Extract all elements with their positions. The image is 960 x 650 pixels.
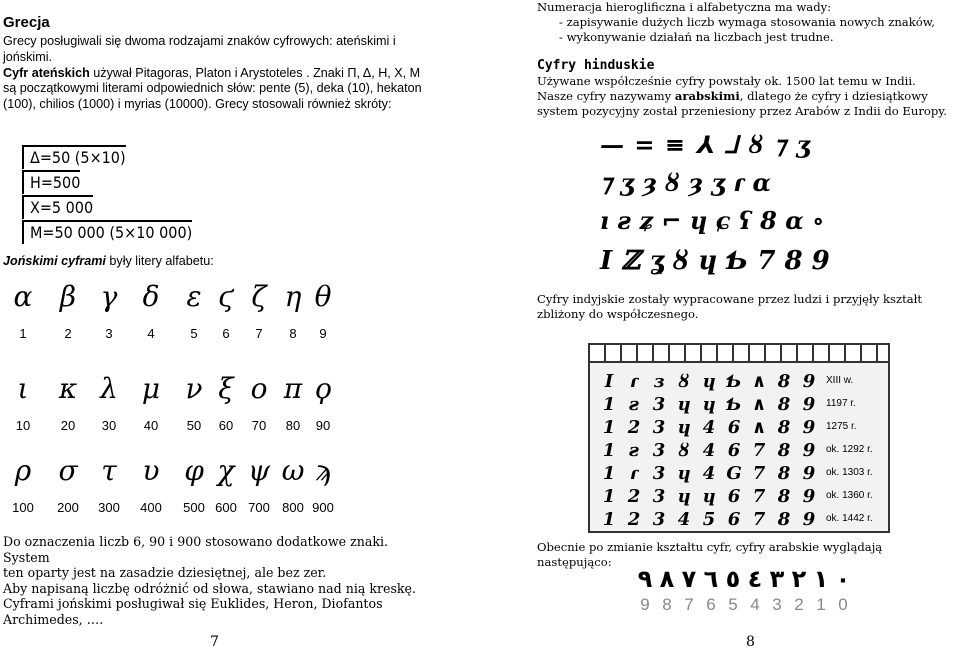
historic-digit: ∧ — [751, 417, 767, 438]
historic-digit: ɥ — [702, 394, 716, 415]
ionic-letter: α — [13, 280, 33, 313]
ionic-letter: ξ — [218, 372, 234, 405]
historic-digit: 6 — [727, 486, 741, 507]
historic-digit: 7 — [752, 486, 766, 507]
ionic-letter: ε — [186, 280, 202, 313]
ionic-letter: δ — [142, 280, 160, 313]
historic-digit: 1 — [602, 486, 616, 507]
attic-text: używał Pitagoras, Platon i Arystoteles . Znaki Π, Δ, H, X, M są początkowymi literami odpowiednich słów: pente (5), deka (10), hekaton (100), chilios (1000) i myrias (10000). Grecy stosowali również skróty: — [3, 65, 422, 112]
historic-digit: 4 — [702, 417, 716, 438]
arabic-digits-row — [635, 565, 875, 593]
ionic-value: 700 — [248, 500, 270, 515]
historic-digit: 8 — [777, 486, 791, 507]
historic-date: XIII w. — [826, 375, 854, 386]
western-digit: 5 — [728, 595, 738, 614]
attic-label: Cyfr ateńskich — [3, 65, 90, 80]
historic-digit: 9 — [802, 509, 816, 530]
ionic-value: 900 — [312, 500, 334, 515]
indian-numeral-row: — = ≡ ⅄ ᒧ ȣ ⁊ ʒ — [600, 130, 811, 159]
ionic-letter: φ — [184, 454, 204, 487]
ionic-letter: ψ — [248, 454, 270, 487]
historic-digit: 7 — [752, 509, 766, 530]
historic-digit: I — [604, 371, 614, 392]
historic-digit: ɥ — [702, 486, 716, 507]
ionic-letter: β — [59, 280, 77, 313]
western-digits-row — [635, 595, 875, 619]
arabic-digit: ٨ — [659, 565, 675, 593]
ionic-value: 5 — [190, 326, 198, 341]
modern-text: Obecnie po zmianie kształtu cyfr, cyfry arabskie wyglądają następująco: — [537, 540, 883, 569]
ionic-value: 9 — [319, 326, 327, 341]
ionic-value: 600 — [215, 500, 237, 515]
abbreviation-item: M=50 000 (5×10 000) — [22, 220, 192, 244]
ionic-value: 800 — [282, 500, 304, 515]
western-digit: 6 — [706, 595, 716, 614]
table-header-bar — [590, 345, 888, 363]
arabic-digit: ٥ — [725, 565, 741, 593]
historic-digit: 3 — [652, 440, 666, 461]
ionic-letter: ω — [281, 454, 305, 487]
historic-date: 1275 r. — [826, 421, 857, 432]
ionic-letter: π — [283, 372, 303, 405]
ionic-letter: ν — [185, 372, 203, 405]
indian-numerals-image — [590, 130, 890, 280]
historic-digit: 4 — [677, 509, 691, 530]
historic-date: ok. 1303 r. — [826, 467, 873, 478]
arabic-digit: ٤ — [747, 565, 763, 593]
historic-digit: 2 — [627, 486, 641, 507]
hindu-paragraph: Używane współcześnie cyfry powstały ok. 1500 lat temu w Indii. Nasze cyfry nazywamy arabskimi, dlatego że cyfry i dziesiątkowy system pozycyjny został przeniesiony przez Arabów z Indii do Europy. — [537, 74, 947, 118]
heading-hindu: Cyfry hinduskie — [537, 58, 655, 73]
arabic-digit: ٠ — [835, 565, 851, 593]
ionic-value: 8 — [289, 326, 297, 341]
historic-digit: 8 — [777, 463, 791, 484]
ionic-letter: υ — [142, 454, 160, 487]
ionic-value: 200 — [57, 500, 79, 515]
left-footer-text: Do oznaczenia liczb 6, 90 i 900 stosowano dodatkowe znaki. System ten oparty jest na zasadzie dziesiętnej, ale bez zer. Aby napisaną liczbę odróżnić od słowa, stawiano nad nią kreskę. Cyframi jońskimi posługiwał się Euklides, Heron, Diofantos Archimedes, …. — [3, 534, 417, 627]
ionic-letter: μ — [141, 372, 161, 405]
ionic-numeral-table — [0, 280, 340, 515]
ionic-text: były litery alfabetu: — [105, 254, 214, 268]
historic-digit: G — [726, 463, 742, 484]
arabic-digit: ٣ — [769, 565, 785, 593]
historic-digit: 9 — [802, 486, 816, 507]
historic-digit: 1 — [602, 417, 616, 438]
western-digit: 9 — [640, 595, 650, 614]
historic-digit: ȣ — [678, 371, 690, 392]
heading-grecja: Grecja — [3, 14, 50, 31]
historic-digit: ɥ — [677, 486, 691, 507]
indian-numeral-row: ⁊ ʒ ȝ ȣ ȝ ʒ ɾ ɑ — [600, 168, 771, 197]
ionic-value: 90 — [315, 418, 331, 433]
historic-digit: 3 — [652, 394, 666, 415]
historic-digit: 9 — [802, 440, 816, 461]
ionic-value: 400 — [140, 500, 162, 515]
historic-date: 1197 r. — [826, 398, 856, 409]
western-digit: 8 — [662, 595, 672, 614]
ionic-letter: ϛ — [218, 280, 234, 313]
ionic-letter: ρ — [14, 454, 32, 487]
ionic-letter: τ — [101, 454, 117, 487]
ionic-value: 300 — [98, 500, 120, 515]
historic-digit: 3 — [652, 417, 666, 438]
historic-digit: ȣ — [678, 440, 690, 461]
historic-digit: 8 — [777, 371, 791, 392]
historic-digit: 8 — [777, 440, 791, 461]
arabic-digit: ٧ — [681, 565, 697, 593]
historic-digit: 3 — [652, 463, 666, 484]
ionic-letter: σ — [58, 454, 78, 487]
western-digit: 4 — [750, 595, 760, 614]
historic-date: ok. 1292 r. — [826, 444, 873, 455]
ionic-value: 4 — [147, 326, 155, 341]
historic-digit: Ƅ — [726, 371, 742, 392]
historic-digit: 2 — [627, 417, 641, 438]
intro-text: Grecy posługiwali się dwoma rodzajami znaków cyfrowych: ateńskimi i jońskimi. — [3, 34, 396, 64]
historic-digit: Ƅ — [726, 394, 742, 415]
ionic-value: 60 — [218, 418, 234, 433]
ionic-letter: λ — [100, 372, 118, 405]
arabic-digit: ٢ — [791, 565, 807, 593]
historic-digit: 9 — [802, 371, 816, 392]
western-digit: 7 — [684, 595, 694, 614]
ionic-value: 70 — [251, 418, 267, 433]
historic-digit: 6 — [727, 509, 741, 530]
ionic-value: 1 — [19, 326, 27, 341]
historic-digit: 3 — [652, 486, 666, 507]
ionic-label: Jońskimi cyframi — [3, 254, 106, 268]
historic-digit: ɜ — [653, 371, 665, 392]
historic-digit: 7 — [752, 463, 766, 484]
arabic-digit: ٩ — [637, 565, 653, 593]
page-number: 7 — [210, 634, 219, 650]
historic-digit: ∧ — [751, 371, 767, 392]
historic-digit: ɥ — [702, 371, 716, 392]
ionic-letter: χ — [217, 454, 235, 487]
western-digit: 3 — [772, 595, 782, 614]
historic-digit: 8 — [777, 509, 791, 530]
ionic-letter: ι — [17, 372, 29, 405]
arabic-digit: ٦ — [703, 565, 719, 593]
abbreviation-item: H=500 — [22, 170, 80, 194]
historic-digit: 1 — [602, 463, 616, 484]
historic-digit: 1 — [602, 440, 616, 461]
historic-digit: 1 — [602, 509, 616, 530]
ionic-value: 500 — [183, 500, 205, 515]
historic-digit: ɥ — [677, 394, 691, 415]
historic-digits-table — [588, 343, 890, 533]
historic-digit: 2 — [627, 509, 641, 530]
abbreviation-list — [22, 145, 222, 244]
western-digit: 0 — [838, 595, 848, 614]
ionic-intro — [3, 254, 214, 268]
page-number: 8 — [746, 634, 755, 650]
historic-digit: 1 — [602, 394, 616, 415]
ionic-letter: ϙ — [314, 372, 332, 405]
historic-digit: ƨ — [628, 440, 640, 461]
historic-digit: 9 — [802, 394, 816, 415]
arabskimi-term: arabskimi — [674, 89, 740, 103]
indian-numeral-row: ı ƨ ʑ ⌐ ɥ ɕ ʕ 8 ɑ ∘ — [600, 206, 825, 235]
historic-digit: ɥ — [677, 417, 691, 438]
historic-digit: ɥ — [677, 463, 691, 484]
historic-digit: 3 — [652, 509, 666, 530]
western-digit: 1 — [816, 595, 826, 614]
ionic-value: 30 — [101, 418, 117, 433]
abbreviation-item: Δ=50 (5×10) — [22, 145, 126, 169]
ionic-letter: ϡ — [314, 454, 332, 487]
ionic-letter: ο — [250, 372, 268, 405]
historic-date: ok. 1360 r. — [826, 490, 873, 501]
ionic-value: 6 — [222, 326, 230, 341]
abbreviation-item: X=5 000 — [22, 195, 93, 219]
ionic-value: 50 — [186, 418, 202, 433]
ionic-value: 7 — [255, 326, 263, 341]
historic-digit: 5 — [702, 509, 716, 530]
historic-digit: ∧ — [751, 394, 767, 415]
historic-digit: 6 — [727, 417, 741, 438]
flaws-title: Numeracja hieroglificzna i alfabetyczna ma wady: — [537, 0, 832, 14]
historic-digit: 4 — [702, 463, 716, 484]
ionic-value: 2 — [64, 326, 72, 341]
ionic-value: 100 — [12, 500, 34, 515]
historic-digit: ɾ — [629, 371, 639, 392]
historic-date: ok. 1442 r. — [826, 513, 873, 524]
flaw-item: - zapisywanie dużych liczb wymaga stosowania nowych znaków, — [559, 15, 935, 29]
historic-digit: 8 — [777, 394, 791, 415]
historic-digit: 6 — [727, 440, 741, 461]
right-page — [480, 0, 960, 650]
ionic-letter: γ — [100, 280, 118, 313]
ionic-value: 3 — [105, 326, 113, 341]
ionic-letter: ζ — [251, 280, 267, 313]
historic-digit: 9 — [802, 463, 816, 484]
ionic-value: 40 — [143, 418, 159, 433]
flaw-item: - wykonywanie działań na liczbach jest trudne. — [559, 30, 834, 44]
indian-caption: Cyfry indyjskie zostały wypracowane przez ludzi i przyjęły kształt zbliżony do współczesnego. — [537, 292, 923, 321]
ionic-value: 10 — [15, 418, 31, 433]
ionic-letter: κ — [58, 372, 78, 405]
indian-numeral-row: I ℤ ʓ ȣ ɥ Ƅ 7 8 9 — [600, 246, 830, 276]
attic-paragraph — [3, 34, 428, 113]
historic-digit: ɾ — [629, 463, 639, 484]
ionic-value: 80 — [285, 418, 301, 433]
ionic-letter: η — [284, 280, 302, 313]
flaws-block — [537, 0, 957, 45]
arabic-digit: ١ — [813, 565, 829, 593]
ionic-value: 20 — [60, 418, 76, 433]
ionic-letter: θ — [314, 280, 332, 313]
historic-digit: 8 — [777, 417, 791, 438]
historic-digit: 4 — [702, 440, 716, 461]
western-digit: 2 — [794, 595, 804, 614]
historic-digit: 9 — [802, 417, 816, 438]
historic-digit: ƨ — [628, 394, 640, 415]
historic-digit: 7 — [752, 440, 766, 461]
